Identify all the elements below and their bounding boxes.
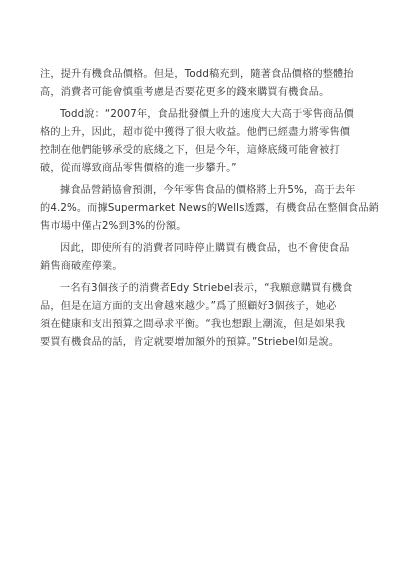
- paragraph-1: [40, 66, 364, 102]
- text-line: 一名有3個孩子的消費者Edy Striebel表示，“我願意購買有機食: [60, 283, 353, 294]
- text-line: 破，從而導致商品零售價格的進一步攀升。”: [40, 163, 237, 174]
- text-line: 品，但是在這方面的支出會越來越少。”爲了照顧好3個孩子，她必: [40, 301, 337, 312]
- article-body: [40, 66, 380, 356]
- text-line: 控制在他們能够承受的底綫之下，但是今年，這條底綫可能會被打: [40, 145, 340, 156]
- text-line: 須在健康和支出預算之間尋求平衡。“我也想跟上潮流，但是如果我: [40, 319, 346, 330]
- text-line: 據食品營銷協會預測，今年零售食品的價格將上升5%，高于去年: [60, 185, 356, 196]
- text-line: 格的上升，因此，超市從中獲得了很大收益。他們已經盡力將零售價: [40, 127, 351, 138]
- text-line: 注，提升有機食品價格。但是，Todd稿充到，隨著食品價格的整體抬: [40, 69, 354, 80]
- text-line: 高，消費者可能會慎重考慮是否要花更多的錢來購買有機食品。: [40, 87, 330, 98]
- text-line: Todd說：“2007年，食品批發價上升的速度大大高于零售商品價: [60, 109, 354, 120]
- paragraph-4: [40, 240, 364, 276]
- text-line: 的4.2%。而據Supermarket News的Wells透露，有機食品在整個食品銷: [40, 203, 380, 214]
- paragraph-2: [40, 106, 364, 178]
- text-line: 因此，即使所有的消費者同時停止購買有機食品，也不會使食品: [60, 243, 350, 254]
- text-line: 售市場中僅占2%到3%的份額。: [40, 221, 187, 232]
- paragraph-5: [40, 280, 364, 352]
- paragraph-3: [40, 182, 380, 236]
- text-line: 銷售商破産停業。: [40, 261, 123, 272]
- text-line: 要買有機食品的話，肯定就要增加額外的預算。”Striebel如是說。: [40, 337, 340, 348]
